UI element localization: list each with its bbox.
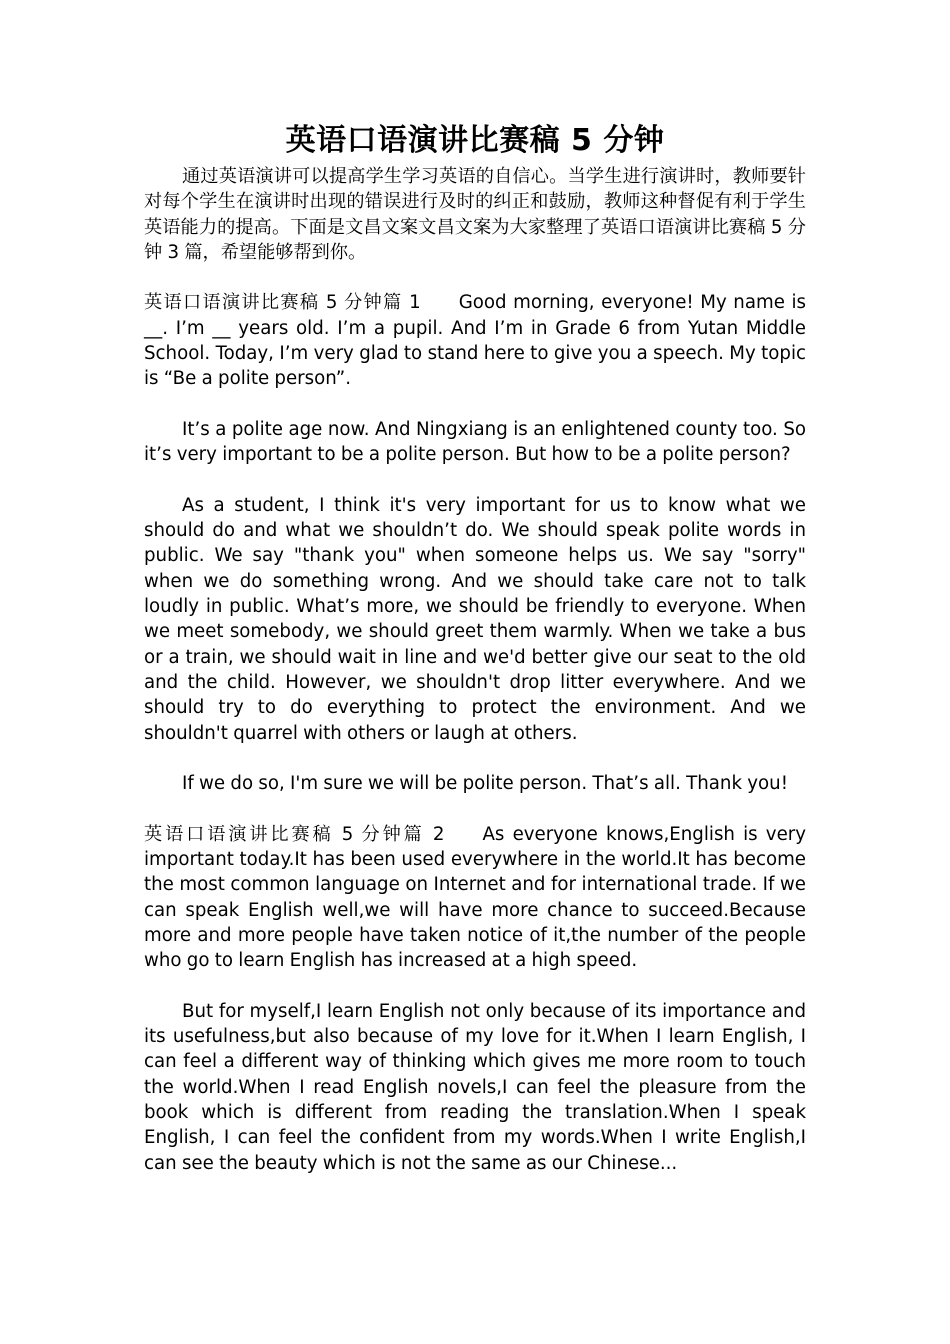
section-1-paragraph: As a student, I think it's very important for us to know what we should do and what we shouldn’t do. We should speak polite words in public. We say "thank you" when someone helps us. We say "sorry" when we do something wrong. And we should take care not to talk loudly in public. What’s more, we should be friendly to everyone. When we meet somebody, we should greet them warmly. When we take a bus or a train, we should wait in line and we'd better give our seat to the old and the child. However, we shouldn't drop litter everywhere. And we should try to do everything to protect the environment. And we shouldn't quarrel with others or laugh at others. (144, 494, 806, 744)
paragraph-gap (144, 974, 806, 999)
section-1-first-paragraph: Good morning, everyone! My name is __. I’m __ years old. I’m a pupil. And I’m in Grade 6 from Yutan Middle School. Today, I’m very glad to stand here to give you a speech. My topic is “Be a polite person”. (144, 292, 806, 390)
section-2-first-paragraph: As everyone knows,English is very important today.It has been used everywhere in the world.It has become the most common language on Internet and for international trade. If we can speak English well,we will have more chance to succeed.Because more and more people have taken notice of it,the number of the people who go to learn English has increased at a high speed. (144, 823, 806, 972)
paragraph-gap (144, 265, 806, 290)
intro-paragraph: 通过英语演讲可以提高学生学习英语的自信心。当学生进行演讲时，教师要针对每个学生在演讲时出现的错误进行及时的纠正和鼓励，教师这种督促有利于学生英语能力的提高。下面是文昌文案文昌文案为大家整理了英语口语演讲比赛稿 5 分钟 3 篇，希望能够帮到你。 (144, 166, 806, 263)
document-body (144, 118, 806, 1176)
paragraph-gap (144, 746, 806, 771)
section-2-opening (144, 822, 806, 974)
paragraph-gap (144, 468, 806, 493)
section-1-paragraph: If we do so, I'm sure we will be polite person. That’s all. Thank you! (182, 773, 788, 795)
paragraph-gap (144, 392, 806, 417)
document-title: 英语口语演讲比赛稿 5 分钟 (285, 123, 665, 158)
section-1-opening (144, 290, 806, 391)
section-1-label: 英语口语演讲比赛稿 5 分钟篇 1 (144, 292, 421, 314)
paragraph-gap (144, 796, 806, 821)
section-1-paragraph: It’s a polite age now. And Ningxiang is an enlightened county too. So it’s very important to be a polite person. But how to be a polite person? (144, 418, 806, 466)
section-2-label: 英语口语演讲比赛稿 5 分钟篇 2 (144, 823, 445, 845)
section-2-paragraph: But for myself,I learn English not only because of its importance and its usefulness,but also because of my love for it.When I learn English, I can feel a different way of thinking which gives me more room to touch the world.When I read English novels,I can feel the pleasure from the book which is different from reading the translation.When I speak English, I can feel the confident from my words.When I write English,I can see the beauty which is not the same as our Chinese... (144, 1000, 806, 1174)
